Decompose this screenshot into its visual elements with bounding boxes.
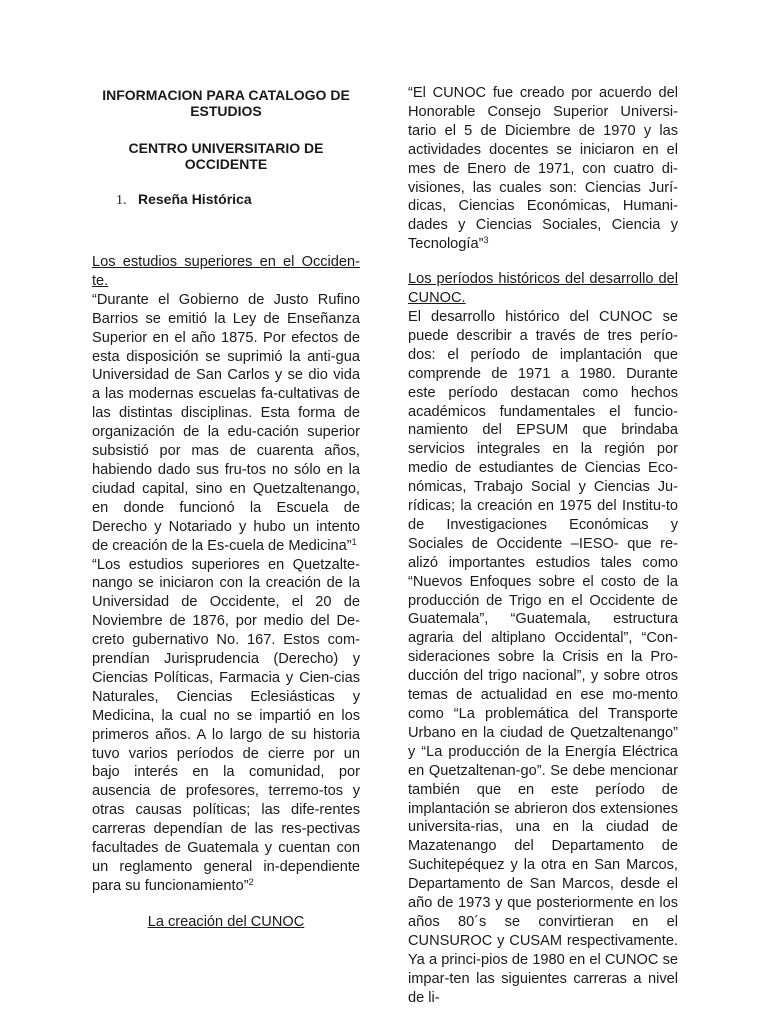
document-title: INFORMACION PARA CATALOGO DE ESTUDIOS: [102, 87, 350, 119]
heading-periodos-historicos: Los períodos históricos del desarrollo del CUNOC.: [408, 271, 678, 307]
left-column: [92, 84, 360, 932]
section-heading: [116, 191, 360, 209]
paragraph-text: “Durante el Gobierno de Justo Rufino Barrios se emitió la Ley de Enseñanza Superior en el año 1875. Por efectos de esta disposición se suprimió la anti-gua Universidad de San Carlos y se dio vida a las modernas escuelas fa-cultativas de las distintas disciplinas. Esta forma de organización de la edu-cación superior subsistió por mas de cuarenta años, habiendo dado sus fru-tos no sólo en la ciudad capital, sino en Quetzaltenango, en donde funcionó la Escuela de Derecho y Notariado y hubo un intento de creación de la Es-cuela de Medicina”: [92, 291, 360, 554]
footnote-marker: 1: [351, 536, 357, 547]
footnote-marker: 3: [483, 235, 489, 246]
right-column: [408, 84, 678, 1008]
paragraph-text: “El CUNOC fue creado por acuerdo del Honorable Consejo Superior Universi-tario el 5 de Diciembre de 1970 y las actividades docentes se iniciaron en el mes de Enero de 1971, con cuatro di-visiones, las cuales son: Ciencias Jurí-dicas, Ciencias Económicas, Humani-dades y Ciencias Sociales, Ciencia y Tecnología”: [408, 85, 678, 253]
section-title: Reseña Histórica: [138, 191, 252, 207]
paragraph-universidad-occidente: [92, 556, 360, 896]
paragraph-desarrollo-historico: El desarrollo histórico del CUNOC se puede describir a través de tres perío-dos: el período de implantación que comprende de 1971 a 1980. Durante este período destacan como hechos académicos fundamentales el funcio-namiento del EPSUM que brindaba servicios integrales en la región por medio de estudiantes de Ciencias Eco-nómicas, Trabajo Social y Ciencias Ju-rídicas; la creación en 1975 del Institu-to de Investigaciones Económicas y Sociales de Occidente –IESO- que re-alizó importantes estudios tales como “Nuevos Enfoques sobre el costo de la producción de Trigo en el Occidente de Guatemala”, “Guatemala, estructura agraria del altiplano Occidental”, “Con-sideraciones sobre la Crisis en la Pro-ducción del trigo nacional”, y sobre otros temas de actualidad en ese mo-mento como “La problemática del Transporte Urbano en la ciudad de Quetzaltenango” y “La producción de la Energía Eléctrica en Quetzaltenan-go”. Se debe mencionar también que en este período de implantación se abrieron dos extensiones universita-rias, una en la ciudad de Mazatenango del Departamento de Suchitepéquez y la otra en San Marcos, Departamento de San Marcos, desde el año de 1973 y que posteriormente en los años 80´s se convirtieran en el CUNSUROC y CUSAM respectivamente. Ya a princi-pios de 1980 en el CUNOC se impar-ten las siguientes carreras a nivel de li-: [408, 308, 678, 1006]
heading-creacion-cunoc: La creación del CUNOC: [147, 913, 305, 930]
paragraph-text: “Los estudios superiores en Quetzalte-nango se iniciaron con la creación de la Universidad de Occidente, el 20 de Noviembre de 1876, por medio del De-creto gubernativo No. 167. Estos com-prendían Jurisprudencia (Derecho) y Ciencias Políticas, Farmacia y Cien-cias Naturales, Ciencias Eclesiásticas y Medicina, la cual no se impartió en los primeros años. A lo largo de su historia tuvo varios períodos de cierre por un bajo interés en la comunidad, por ausencia de profesores, terremo-tos y otras causas políticas; las dife-rentes carreras dependían de las res-pectivas facultades de Guatemala y cuentan con un reglamento general in-dependiente para su funcionamiento”: [92, 556, 360, 894]
paragraph-creacion-cunoc: [408, 84, 678, 254]
footnote-marker: 2: [248, 876, 254, 887]
institution-title: CENTRO UNIVERSITARIO DE OCCIDENTE: [128, 140, 324, 172]
section-number: 1.: [116, 193, 127, 208]
heading-estudios-superiores: Los estudios superiores en el Occiden-te.: [92, 254, 360, 289]
paragraph-ley-ensenanza: [92, 291, 360, 556]
